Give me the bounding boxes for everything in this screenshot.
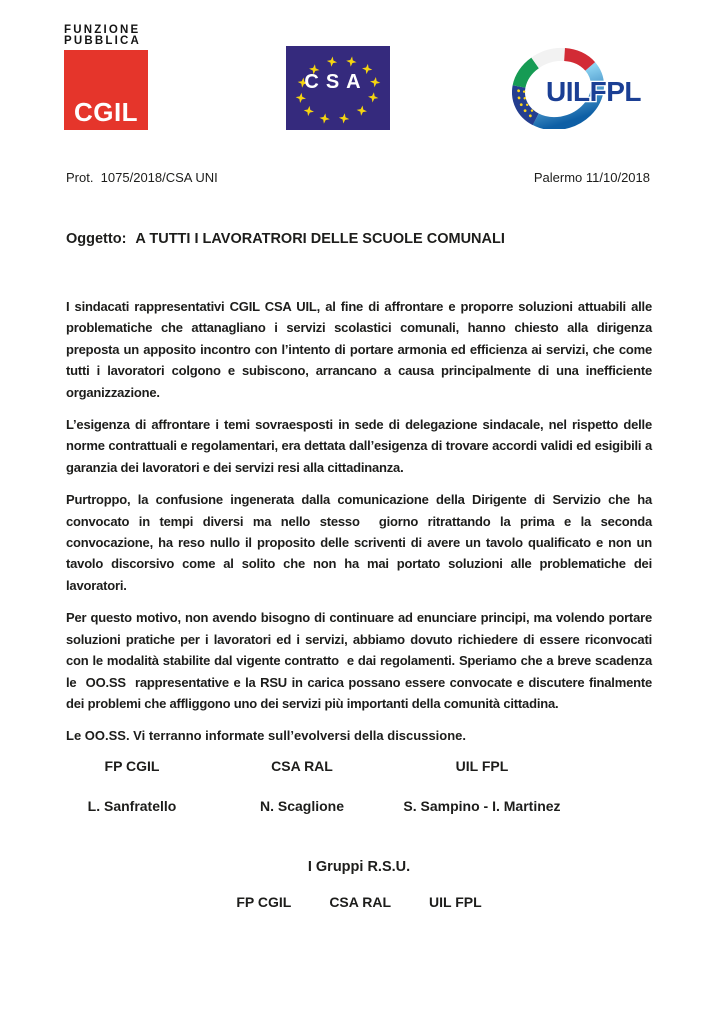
signature-column <box>217 756 387 818</box>
subject-label: Oggetto: <box>66 231 127 247</box>
signature-name: L. Sanfratello <box>87 798 177 815</box>
letter-body <box>66 296 656 913</box>
subject-text: A TUTTI I LAVORATRORI DELLE SCUOLE COMUNALI <box>135 231 505 247</box>
body-paragraph-4: Per questo motivo, non avendo bisogno di continuare ad enunciare principi, ma volendo portare soluzioni pratiche per i lavoratori ed i servizi, abbiamo dovuto richiedere di essere riconvocati con le modalità stabilite dal vigente contratto e dai regolamenti. Speriamo che a breve scadenza le OO.SS rappresentative e la RSU in carica possano essere convocate e discutere finalmente dei problemi che affliggono uno dei servizi più importanti della comunità cittadina. <box>66 610 656 711</box>
body-paragraph-2: L’esigenza di affrontare i temi sovraesposti in sede di delegazione sindacale, nel rispetto delle norme contrattuali e regolamentari, era dettata dall’esigenza di trovare accordi validi ed esigibili a garanzia dei lavoratori e dei servizi resi alla cittadinanza. <box>66 417 656 475</box>
subject-line <box>66 231 505 247</box>
signature-block <box>47 756 652 818</box>
cgil-logo-line1: FUNZIONE <box>64 24 141 36</box>
rsu-org: UIL FPL <box>429 893 482 910</box>
italian-flag-white-arc <box>534 51 564 63</box>
cgil-logo-line2: PUBBLICA <box>64 35 142 47</box>
place-date: Palermo 11/10/2018 <box>533 170 650 185</box>
cgil-red-box <box>64 50 148 130</box>
signature-org: UIL FPL <box>455 757 509 774</box>
cgil-logo-wordmark <box>64 25 148 47</box>
signature-org: FP CGIL <box>104 757 160 774</box>
closing-line: Le OO.SS. Vi terranno informate sull’evolversi della discussione. <box>66 728 467 744</box>
cgil-logo <box>64 25 148 130</box>
signature-column <box>47 756 217 818</box>
italian-flag-green-arc <box>514 63 541 87</box>
italian-flag-red-arc <box>565 48 591 73</box>
csa-acronym: CSA <box>304 71 368 93</box>
protocol-number: Prot. 1075/2018/CSA UNI <box>66 170 218 185</box>
signature-name: S. Sampino - I. Martinez <box>403 798 561 815</box>
uilfpl-logo <box>512 45 664 129</box>
signature-column <box>387 756 577 818</box>
signature-org: CSA RAL <box>271 757 333 774</box>
csa-logo <box>286 46 390 130</box>
signature-name: N. Scaglione <box>259 798 345 815</box>
rsu-org: CSA RAL <box>329 893 392 910</box>
body-paragraph-1: I sindacati rappresentativi CGIL CSA UIL, al fine di affrontare e proporre soluzioni attuabili alle problematiche che attanagliano i servizi scolastici comunali, hanno chiesto alla dirigenza preposta un apposito incontro con l’intento di portare armonia ed efficienza ai servizi, che come tutti i lavoratori colgono e subiscono, arrancano a causa principalmente di una inefficiente organizzazione. <box>66 299 656 400</box>
rsu-orgs-row <box>66 892 652 913</box>
rsu-title: I Gruppi R.S.U. <box>307 858 411 875</box>
uilfpl-wordmark: UILFPL <box>546 76 641 107</box>
cgil-acronym: CGIL <box>73 97 139 127</box>
rsu-org: FP CGIL <box>236 893 292 910</box>
body-paragraph-3: Purtroppo, la confusione ingenerata dalla comunicazione della Dirigente di Servizio che ha convocato in tempi diversi ma nello stesso giorno ritrattando la prima e la seconda convocazione, ha reso nullo il proposito delle scriventi di avere un tavolo qualificato e non un tavolo discorsivo come al solito che non ha mai portato soluzioni alle problematiche dei lavoratori. <box>66 492 656 593</box>
letterhead-row <box>66 170 650 185</box>
